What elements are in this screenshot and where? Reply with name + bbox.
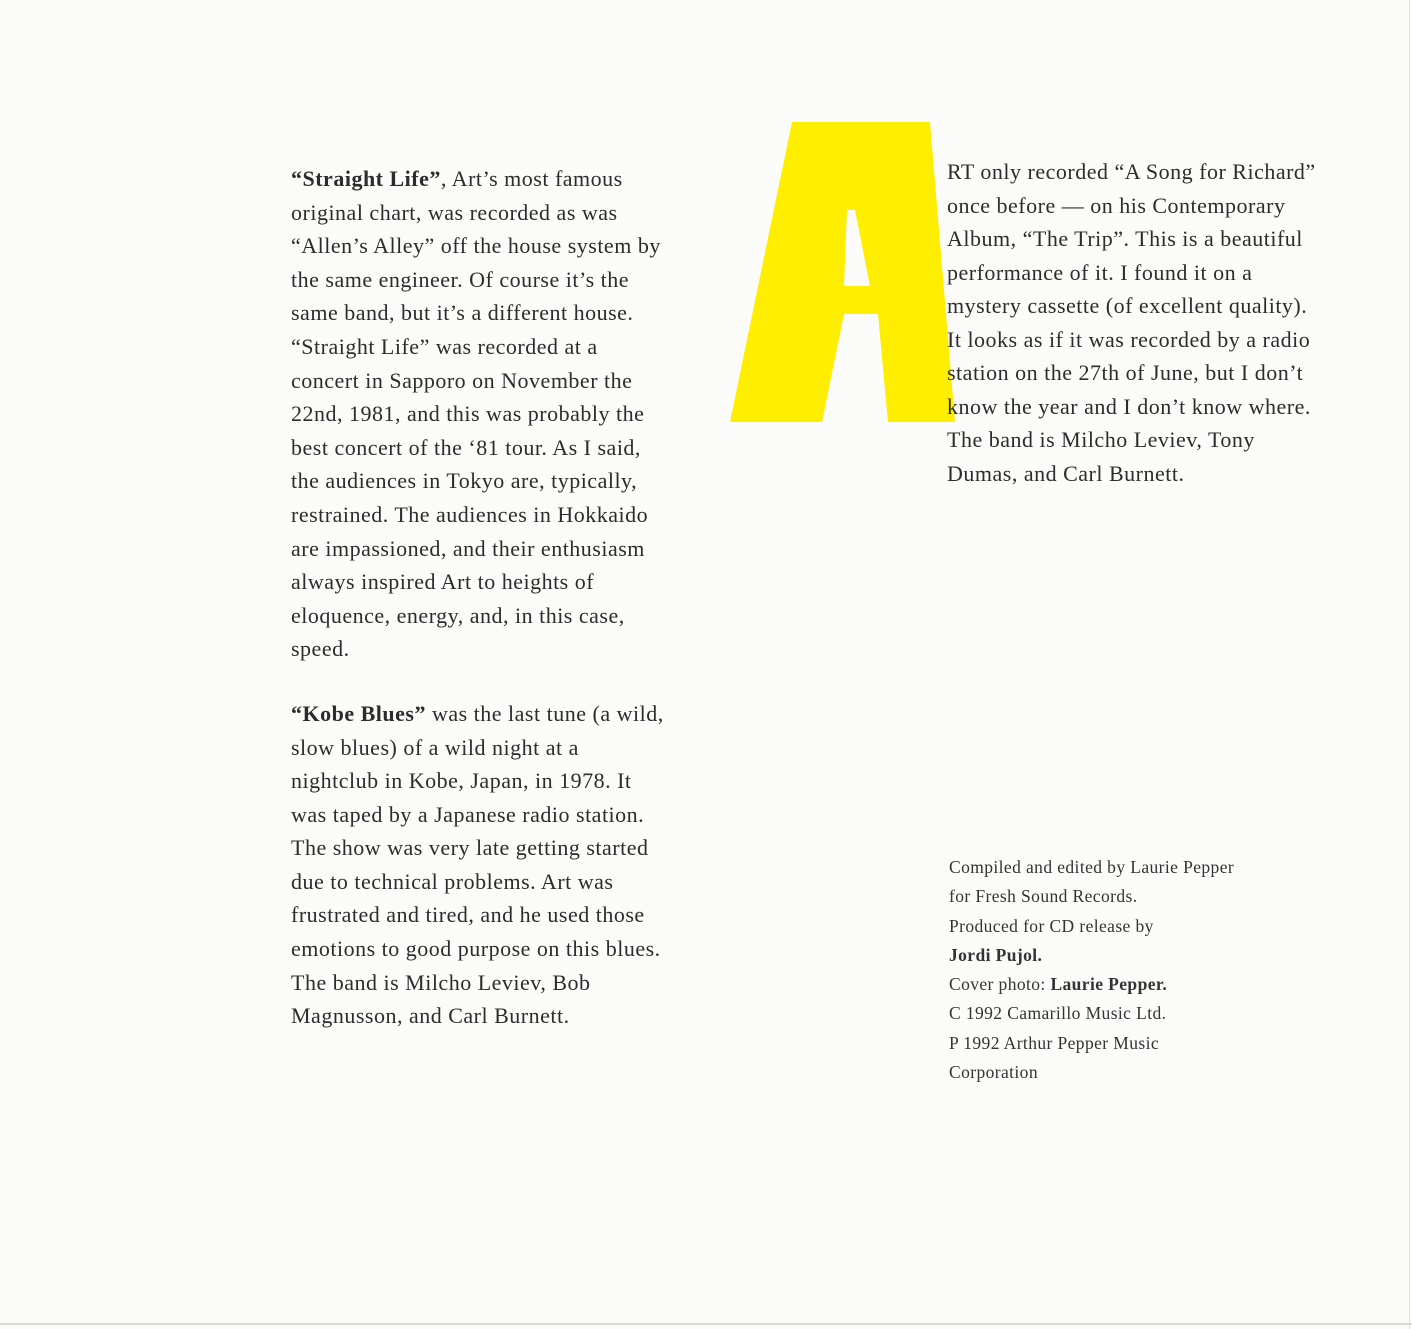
credit-line-phonogram: P 1992 Arthur Pepper Music bbox=[949, 1032, 1160, 1053]
right-edge-line bbox=[1409, 0, 1410, 1329]
paragraph-straight-life-body: , Art’s most famous original chart, was recorded as was “Allen’s Alley” off the house system by the same engineer. Of course it’s the same band, but it’s a different house. “Straight Life” was recorded at a concert in Sapporo on November the 22nd, 1981, and this was probably the best concert of the ‘81 tour. As I said, the audiences in Tokyo are, typically, restrained. The audiences in Hokkaido are impassioned, and their enthusiasm always inspired Art to heights of eloquence, energy, and, in this case, speed. bbox=[291, 166, 661, 662]
credits-block bbox=[949, 853, 1329, 1087]
credit-line-producer bbox=[949, 941, 1329, 970]
producer-name: Jordi Pujol. bbox=[949, 944, 1043, 965]
paragraph-straight-life bbox=[291, 162, 671, 666]
cover-photo-label: Cover photo: bbox=[949, 974, 1051, 995]
right-text-column bbox=[947, 155, 1327, 490]
left-text-column bbox=[291, 162, 671, 1033]
song-title-kobe-blues: “Kobe Blues” bbox=[291, 700, 426, 726]
bottom-edge-line bbox=[0, 1323, 1412, 1325]
paragraph-song-for-richard: RT only recorded “A Song for Richard” once before — on his Contemporary Album, “The Trip”. This is a beautiful performance of it. I found it on a mystery cassette (of excellent quality). It looks as if it was recorded by a radio station on the 27th of June, but I don’t know the year and I don’t know where. The band is Milcho Leviev, Tony Dumas, and Carl Burnett. bbox=[947, 159, 1316, 486]
credit-line-label: for Fresh Sound Records. bbox=[949, 886, 1138, 907]
credit-line-copyright: C 1992 Camarillo Music Ltd. bbox=[949, 1003, 1167, 1024]
credit-line-cover-photo bbox=[949, 970, 1329, 999]
credit-line-compiled: Compiled and edited by Laurie Pepper bbox=[949, 857, 1235, 877]
paragraph-kobe-blues bbox=[291, 697, 671, 1033]
drop-cap-a-shape bbox=[730, 122, 955, 422]
paragraph-kobe-blues-body: was the last tune (a wild, slow blues) of a wild night at a nightclub in Kobe, Japan, in 1978. It was taped by a Japanese radio station. The show was very late getting started due to technical problems. Art was frustrated and tired, and he used those emotions to good purpose on this blues. The band is Milcho Leviev, Bob Magnusson, and Carl Burnett. bbox=[291, 700, 664, 1029]
song-title-straight-life: “Straight Life” bbox=[291, 166, 441, 191]
credit-line-produced: Produced for CD release by bbox=[949, 915, 1154, 936]
drop-cap-a bbox=[730, 122, 960, 422]
cover-photo-name: Laurie Pepper. bbox=[1050, 974, 1168, 995]
credit-line-corporation: Corporation bbox=[949, 1062, 1038, 1083]
